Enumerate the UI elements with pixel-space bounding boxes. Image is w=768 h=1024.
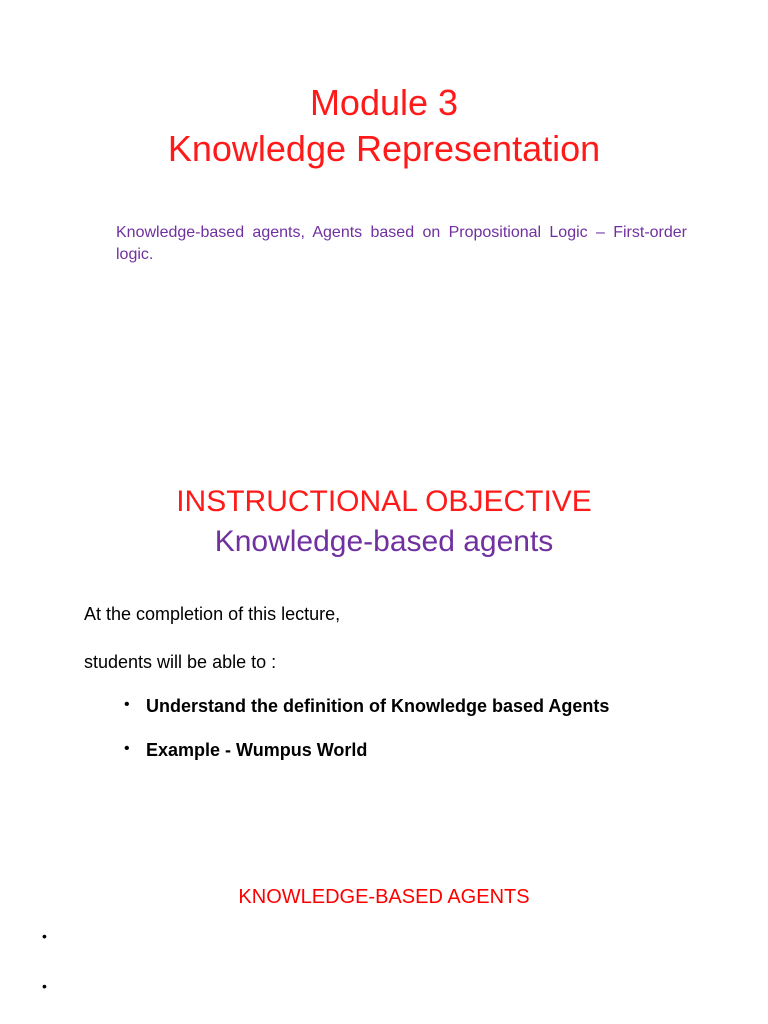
bullet-icon: • <box>124 696 130 713</box>
objective-subtitle: Knowledge-based agents <box>214 525 554 558</box>
learning-outcomes-list <box>124 696 609 784</box>
module-title <box>0 80 768 172</box>
outcome-text: Example - Wumpus World <box>146 740 368 760</box>
list-item <box>124 740 609 784</box>
module-topics: Knowledge-based agents, Agents based on Propositional Logic – First-order logic. <box>116 224 687 263</box>
bullet-icon: • <box>42 928 47 944</box>
bullet-icon: • <box>124 740 130 757</box>
bullet-icon: • <box>42 978 47 994</box>
intro-line-2: students will be able to : <box>84 652 277 672</box>
objective-title: INSTRUCTIONAL OBJECTIVE <box>176 485 592 518</box>
intro-line-1: At the completion of this lecture, <box>84 604 341 624</box>
outcome-text: Understand the definition of Knowledge based Agents <box>146 696 610 716</box>
module-number: Module 3 <box>309 82 459 123</box>
list-item <box>124 696 609 740</box>
section-heading: KNOWLEDGE-BASED AGENTS <box>238 886 530 908</box>
module-name: Knowledge Representation <box>167 128 601 169</box>
instructional-objective <box>0 482 768 562</box>
